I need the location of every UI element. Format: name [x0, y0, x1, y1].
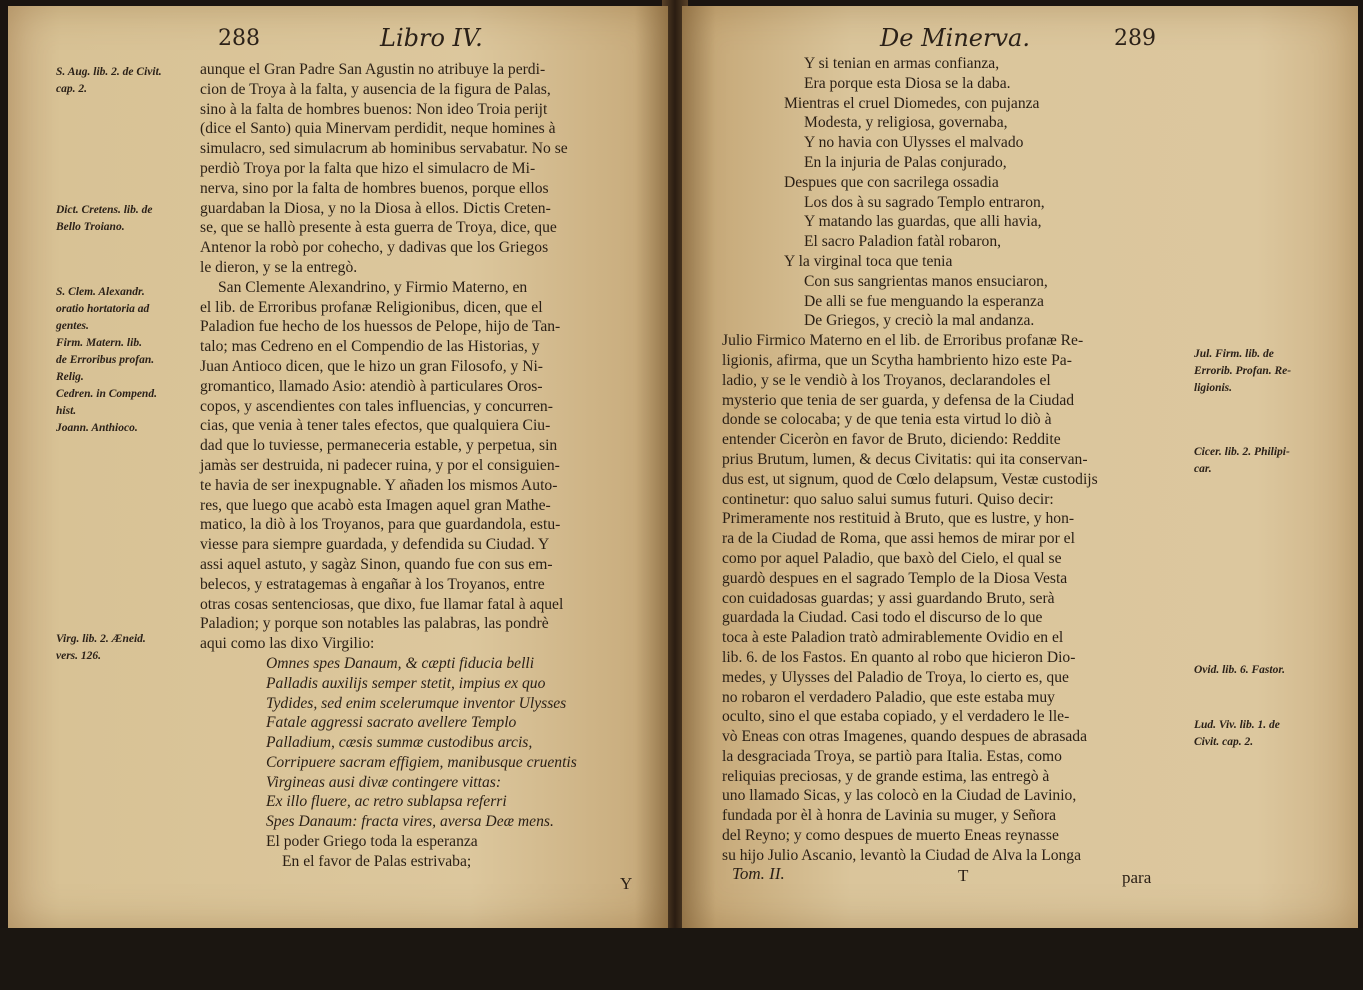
margin-note-line: Virg. lib. 2. Æneid.	[56, 633, 146, 645]
spanish-verse-line: Y matando las guardas, que alli havia,	[804, 213, 1042, 231]
text-line: mysterio que tenia de ser guarda, y defensa de la Ciudad	[722, 391, 1075, 409]
spanish-verse-line: Y no havia con Ulysses el malvado	[804, 134, 1024, 152]
margin-note	[1194, 444, 1324, 478]
margin-note-line: Cedren. in Compend.	[56, 388, 157, 400]
margin-note-line: vers. 126.	[56, 650, 102, 662]
text-line: sino à la falta de hombres buenos: Non ideo Troia perijt	[200, 100, 548, 118]
text-line: jamàs ser destruida, ni padecer ruina, y por el consiguien-	[200, 456, 560, 474]
margin-note-line: ligionis.	[1194, 382, 1233, 394]
margin-note-line: Dict. Cretens. lib. de	[56, 204, 153, 216]
text-line: fundada por èl à honra de Lavinia su muger, y Señora	[722, 807, 1057, 825]
text-line: Primeramente nos restituid à Bruto, que es lustre, y hon-	[722, 510, 1075, 528]
margin-note-line: Firm. Matern. lib.	[56, 337, 142, 349]
text-line: belecos, y estratagemas à engañar à los Troyanos, entre	[200, 575, 545, 593]
margin-note	[56, 631, 194, 665]
text-line: guardada la Ciudad. Casi todo el discurso de lo que	[722, 609, 1043, 627]
text-line: prius Brutum, lumen, & decus Civitatis: qui ita conservan-	[722, 450, 1088, 468]
margin-note-line: S. Aug. lib. 2. de Civit.	[56, 66, 162, 78]
spanish-verse-line: De alli se fue menguando la esperanza	[804, 292, 1044, 310]
margin-note-line: S. Clem. Alexandr.	[56, 286, 145, 298]
margin-note-line: Bello Troiano.	[56, 221, 125, 233]
latin-verse-line: Palladis auxilijs semper stetit, impius ex quo	[266, 674, 546, 692]
margin-note	[1194, 717, 1324, 751]
spanish-verse-line: Mientras el cruel Diomedes, con pujanza	[784, 94, 1040, 112]
text-line: ligionis, afirma, que un Scytha hambriento hizo este Pa-	[722, 351, 1072, 369]
text-line: Juan Antioco dicen, que le hizo un gran Filosofo, y Ni-	[200, 357, 544, 375]
text-line: guardaban la Diosa, y no la Diosa à ellos. Dictis Creten-	[200, 199, 551, 217]
spanish-verse-line: De Griegos, y creciò la mal andanza.	[804, 312, 1035, 330]
text-line: assi aquel astuto, y sagàz Sinon, quando fue con sus em-	[200, 555, 553, 573]
page-number-right: 289	[1114, 26, 1156, 51]
margin-note-line: Cicer. lib. 2. Philipi-	[1194, 446, 1290, 458]
margin-note	[1194, 662, 1324, 679]
spanish-verse-line: Era porque esta Diosa se la daba.	[804, 74, 1011, 92]
catchword-left: Y	[620, 874, 633, 893]
text-line: vò Eneas con otras Imagenes, quando despues de abrasada	[722, 728, 1088, 746]
margin-note-line: Joann. Anthioco.	[56, 422, 138, 434]
margin-note-line: Jul. Firm. lib. de	[1194, 348, 1274, 360]
margin-note	[56, 284, 194, 437]
text-line: oculto, sino el que estaba copiado, y el verdadero le lle-	[722, 708, 1070, 726]
text-line: aunque el Gran Padre San Agustin no atribuye la perdi-	[200, 61, 546, 78]
spanish-verse-line: Modesta, y religiosa, governaba,	[804, 114, 1008, 132]
latin-verse-line: Corripuere sacram effigiem, manibusque cruentis	[266, 753, 577, 771]
text-line: (dice el Santo) quia Minervam perdidit, neque homines à	[200, 120, 556, 138]
text-line: cias, que venia à tener tales efectos, que qualquiera Ciu-	[200, 417, 551, 435]
margin-note	[56, 64, 194, 98]
margin-note	[56, 202, 194, 236]
running-header-left: Libro IV.	[380, 24, 483, 52]
text-line: como por aquel Paladio, que baxò del Cielo, el qual se	[722, 549, 1062, 567]
text-line: otras cosas sentenciosas, que dixo, fue llamar fatal à aquel	[200, 595, 564, 613]
text-line: viesse para siempre guardada, y defendida su Ciudad. Y	[200, 536, 550, 554]
text-line: nerva, sino por la falta de hombres buenos, porque ellos	[200, 179, 549, 197]
latin-verse-line: Virgineas ausi divæ contingere vittas:	[266, 773, 502, 791]
text-line: dus est, ut signum, quod de Cœlo delapsum, Vestæ custodijs	[722, 470, 1098, 488]
margin-note-line: Relig.	[56, 371, 84, 383]
table-background	[0, 928, 1363, 990]
spanish-verse-line: En el favor de Palas estrivaba;	[282, 852, 472, 870]
margin-note-line: car.	[1194, 463, 1212, 475]
text-line: el lib. de Erroribus profanæ Religionibus, dicen, que el	[200, 298, 543, 316]
signature-mark: T	[958, 866, 969, 885]
page-number-left: 288	[218, 26, 260, 51]
text-line: la desgraciada Troya, se partiò para Italia. Estas, como	[722, 747, 1062, 765]
text-line: aqui como las dixo Virgilio:	[200, 635, 375, 653]
text-line: Paladion fue hecho de los huessos de Pelope, hijo de Tan-	[200, 318, 561, 336]
margin-note-line: Civit. cap. 2.	[1194, 736, 1254, 748]
latin-verse-line: Ex illo fluere, ac retro sublapsa referri	[266, 793, 507, 811]
text-line: ladio, y se le vendiò à los Troyanos, declarandoles el	[722, 371, 1051, 389]
text-line: gromantico, llamado Asio: atendiò à particulares Oros-	[200, 377, 543, 395]
margin-note-line: oratio hortatoria ad	[56, 303, 150, 315]
text-line: toca à este Paladion tratò admirablemente Ovidio en el	[722, 629, 1064, 647]
spanish-verse-line: El poder Griego toda la esperanza	[266, 833, 478, 851]
text-line: con cuidadosas guardas; y assi guardando Bruto, serà	[722, 589, 1055, 607]
left-page	[8, 6, 668, 928]
text-line: del Reyno; y como despues de muerto Eneas reynasse	[722, 827, 1059, 845]
text-line: ra de la Ciudad de Roma, que assi hemos de mirar por el	[722, 530, 1075, 548]
text-line: no robaron el verdadero Paladio, que este estaba muy	[722, 688, 1055, 706]
text-line: copos, y ascendientes con tales influencias, y concurren-	[200, 397, 553, 415]
latin-verse-line: Fatale aggressi sacrato avellere Templo	[266, 714, 517, 732]
text-line: guardò despues en el sagrado Templo de la Diosa Vesta	[722, 569, 1068, 587]
text-line: te havia de ser inexpugnable. Y añaden los mismos Auto-	[200, 476, 558, 494]
text-line: cion de Troya à la falta, y ausencia de la figura de Palas,	[200, 80, 551, 98]
text-line: res, que luego que acabò esta Imagen aquel gran Mathe-	[200, 496, 551, 514]
text-line: Julio Firmico Materno en el lib. de Erroribus profanæ Re-	[722, 332, 1084, 350]
running-header-right: De Minerva.	[880, 24, 1030, 52]
spanish-verse-line: En la injuria de Palas conjurado,	[804, 153, 1007, 171]
spanish-verse-line: Los dos à su sagrado Templo entraron,	[804, 193, 1045, 211]
text-line: matico, la diò à los Troyanos, para que guardandola, estu-	[200, 516, 561, 534]
text-line: su hijo Julio Ascanio, levantò la Ciudad de Alva la Longa	[722, 846, 1082, 864]
catchword-right: para	[1122, 868, 1152, 887]
text-line: simulacro, sed simulacrum ab hominibus servabatur. No se	[200, 140, 568, 158]
text-line: entender Ciceròn en favor de Bruto, diciendo: Reddite	[722, 431, 1061, 449]
spanish-verse-line: Despues que con sacrilega ossadia	[784, 173, 999, 191]
right-body-text	[722, 54, 1172, 866]
text-line: perdiò Troya por la falta que hizo el simulacro de Mi-	[200, 159, 536, 177]
text-line: San Clemente Alexandrino, y Firmio Materno, en	[218, 278, 528, 296]
latin-verse-line: Spes Danaum: fracta vires, aversa Deæ mens.	[266, 813, 554, 831]
latin-verse-line: Omnes spes Danaum, & cæpti fiducia belli	[266, 654, 535, 672]
margin-note-line: Lud. Viv. lib. 1. de	[1194, 719, 1280, 731]
text-line: le dieron, y se la entregò.	[200, 258, 358, 276]
text-line: reliquias preciosas, y de grande estima, las entregò à	[722, 767, 1050, 785]
margin-note	[1194, 346, 1324, 397]
spanish-verse-line: Y la virginal toca que tenia	[784, 252, 953, 270]
spanish-verse-line: Y si tenian en armas confianza,	[804, 55, 1000, 72]
text-line: talo; mas Cedreno en el Compendio de las Historias, y	[200, 338, 540, 356]
text-line: dad que lo tuviesse, permaneceria estable, y perpetua, sin	[200, 437, 558, 455]
text-line: donde se colocaba; y de que tenia esta virtud lo diò à	[722, 411, 1052, 429]
left-body-text	[200, 60, 655, 872]
text-line: uno llamado Sicas, y las colocò en la Ciudad de Lavinio,	[722, 787, 1077, 805]
signature-volume: Tom. II.	[732, 864, 785, 883]
margin-note-line: cap. 2.	[56, 83, 87, 95]
spanish-verse-line: Con sus sangrientas manos ensuciaron,	[804, 272, 1048, 290]
margin-note-line: de Erroribus profan.	[56, 354, 155, 366]
right-page	[682, 6, 1358, 928]
text-line: se, que se hallò presente à esta guerra de Troya, dice, que	[200, 219, 557, 237]
text-line: Antenor la robò por cohecho, y dadivas que los Griegos	[200, 239, 549, 257]
margin-note-line: hist.	[56, 405, 77, 417]
text-line: lib. 6. de los Fastos. En quanto al robo que hicieron Dio-	[722, 648, 1076, 666]
latin-verse-line: Tydides, sed enim scelerumque inventor Ulysses	[266, 694, 567, 712]
margin-note-line: Errorib. Profan. Re-	[1194, 365, 1292, 377]
text-line: medes, y Ulysses del Paladio de Troya, lo cierto es, que	[722, 668, 1069, 686]
margin-note-line: gentes.	[56, 320, 89, 332]
text-line: continetur: quo saluo salui sumus futuri. Quiso decir:	[722, 490, 1054, 508]
text-line: Paladion; y porque son notables las palabras, las pondrè	[200, 615, 549, 633]
spanish-verse-line: El sacro Paladion fatàl robaron,	[804, 233, 1002, 251]
latin-verse-line: Palladium, cæsis summæ custodibus arcis,	[266, 734, 533, 752]
margin-note-line: Ovid. lib. 6. Fastor.	[1194, 664, 1286, 676]
